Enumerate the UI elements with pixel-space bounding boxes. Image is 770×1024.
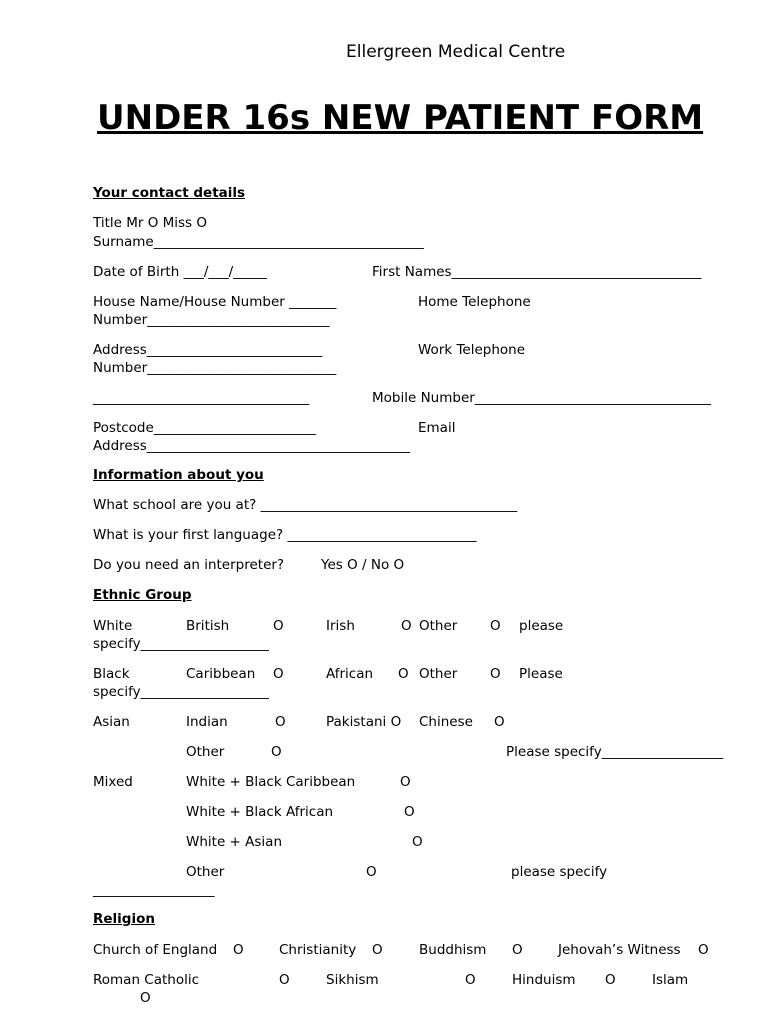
home-telephone-label: Home Telephone: [418, 294, 531, 310]
option-buddhism-checkbox[interactable]: O: [512, 942, 523, 958]
clinic-name: Ellergreen Medical Centre: [346, 42, 566, 62]
option-christianity-label: Christianity: [279, 942, 357, 958]
option-chinese-label: Chinese: [419, 714, 473, 730]
first-names-field[interactable]: First Names_____________________________________: [372, 264, 702, 280]
option-british-checkbox[interactable]: O: [273, 618, 284, 634]
title-choice[interactable]: Title Mr O Miss O: [93, 215, 208, 231]
option-white-other-checkbox[interactable]: O: [490, 618, 501, 634]
option-indian-label: Indian: [186, 714, 228, 730]
option-african-label: African: [326, 666, 374, 682]
option-rc-checkbox[interactable]: O: [279, 972, 290, 988]
option-coe-label: Church of England: [93, 942, 218, 958]
address-field[interactable]: Address__________________________: [93, 342, 323, 358]
home-telephone-number-field[interactable]: Number___________________________: [93, 312, 330, 328]
language-field[interactable]: What is your first language? ____________________________: [93, 527, 477, 543]
section-about-heading: Information about you: [93, 467, 264, 483]
section-religion-heading: Religion: [93, 911, 155, 927]
option-buddhism-label: Buddhism: [419, 942, 487, 958]
option-pakistani[interactable]: Pakistani O: [326, 714, 402, 730]
interpreter-question: Do you need an interpreter?: [93, 557, 285, 573]
section-ethnic-heading: Ethnic Group: [93, 587, 192, 603]
option-sikhism-checkbox[interactable]: O: [465, 972, 476, 988]
option-rc-label: Roman Catholic: [93, 972, 200, 988]
option-wbc-checkbox[interactable]: O: [400, 774, 411, 790]
option-caribbean-checkbox[interactable]: O: [273, 666, 284, 682]
option-christianity-checkbox[interactable]: O: [372, 942, 383, 958]
option-wbc-label: White + Black Caribbean: [186, 774, 356, 790]
ethnic-black-label: Black: [93, 666, 130, 682]
option-irish-checkbox[interactable]: O: [401, 618, 412, 634]
option-irish-label: Irish: [326, 618, 355, 634]
white-please-label: please: [519, 618, 564, 634]
option-mixed-other-label: Other: [186, 864, 225, 880]
ethnic-white-label: White: [93, 618, 133, 634]
ethnic-mixed-label: Mixed: [93, 774, 133, 790]
form-title: UNDER 16s NEW PATIENT FORM: [97, 98, 704, 138]
interpreter-options[interactable]: Yes O / No O: [321, 557, 405, 573]
option-jehovah-checkbox[interactable]: O: [698, 942, 709, 958]
surname-field[interactable]: Surname________________________________________: [93, 234, 424, 250]
postcode-field[interactable]: Postcode________________________: [93, 420, 316, 436]
house-number-field[interactable]: House Name/House Number _______: [93, 294, 337, 310]
option-wa-label: White + Asian: [186, 834, 282, 850]
option-british-label: British: [186, 618, 230, 634]
mixed-please-specify-label: please specify: [511, 864, 608, 880]
option-asian-other-checkbox[interactable]: O: [271, 744, 282, 760]
option-white-other-label: Other: [419, 618, 458, 634]
option-islam-checkbox[interactable]: O: [140, 990, 151, 1006]
option-jehovah-label: Jehovah’s Witness: [558, 942, 681, 958]
email-address-field[interactable]: Address_______________________________________: [93, 438, 411, 454]
option-black-other-label: Other: [419, 666, 458, 682]
option-mixed-other-checkbox[interactable]: O: [366, 864, 377, 880]
option-wba-checkbox[interactable]: O: [404, 804, 415, 820]
option-wa-checkbox[interactable]: O: [412, 834, 423, 850]
black-please-label: Please: [519, 666, 563, 682]
option-african-checkbox[interactable]: O: [398, 666, 409, 682]
option-black-other-checkbox[interactable]: O: [490, 666, 501, 682]
mobile-number-field[interactable]: Mobile Number___________________________________: [372, 390, 712, 406]
option-wba-label: White + Black African: [186, 804, 334, 820]
option-hinduism-label: Hinduism: [512, 972, 576, 988]
option-chinese-checkbox[interactable]: O: [494, 714, 505, 730]
option-coe-checkbox[interactable]: O: [233, 942, 244, 958]
email-label: Email: [418, 420, 456, 436]
option-indian-checkbox[interactable]: O: [275, 714, 286, 730]
mixed-specify-field[interactable]: __________________: [93, 882, 215, 898]
white-specify-field[interactable]: specify___________________: [93, 636, 269, 652]
option-islam-label: Islam: [652, 972, 689, 988]
option-hinduism-checkbox[interactable]: O: [605, 972, 616, 988]
option-caribbean-label: Caribbean: [186, 666, 256, 682]
address-line-field[interactable]: ________________________________: [93, 390, 309, 406]
black-specify-field[interactable]: specify___________________: [93, 684, 269, 700]
work-telephone-number-field[interactable]: Number____________________________: [93, 360, 337, 376]
option-sikhism-label: Sikhism: [326, 972, 379, 988]
work-telephone-label: Work Telephone: [418, 342, 526, 358]
asian-specify-field[interactable]: Please specify__________________: [506, 744, 724, 760]
option-asian-other-label: Other: [186, 744, 225, 760]
dob-field[interactable]: Date of Birth ___/___/_____: [93, 264, 267, 280]
section-contact-heading: Your contact details: [93, 185, 246, 201]
school-field[interactable]: What school are you at? ______________________________________: [93, 497, 518, 513]
ethnic-asian-label: Asian: [93, 714, 130, 730]
